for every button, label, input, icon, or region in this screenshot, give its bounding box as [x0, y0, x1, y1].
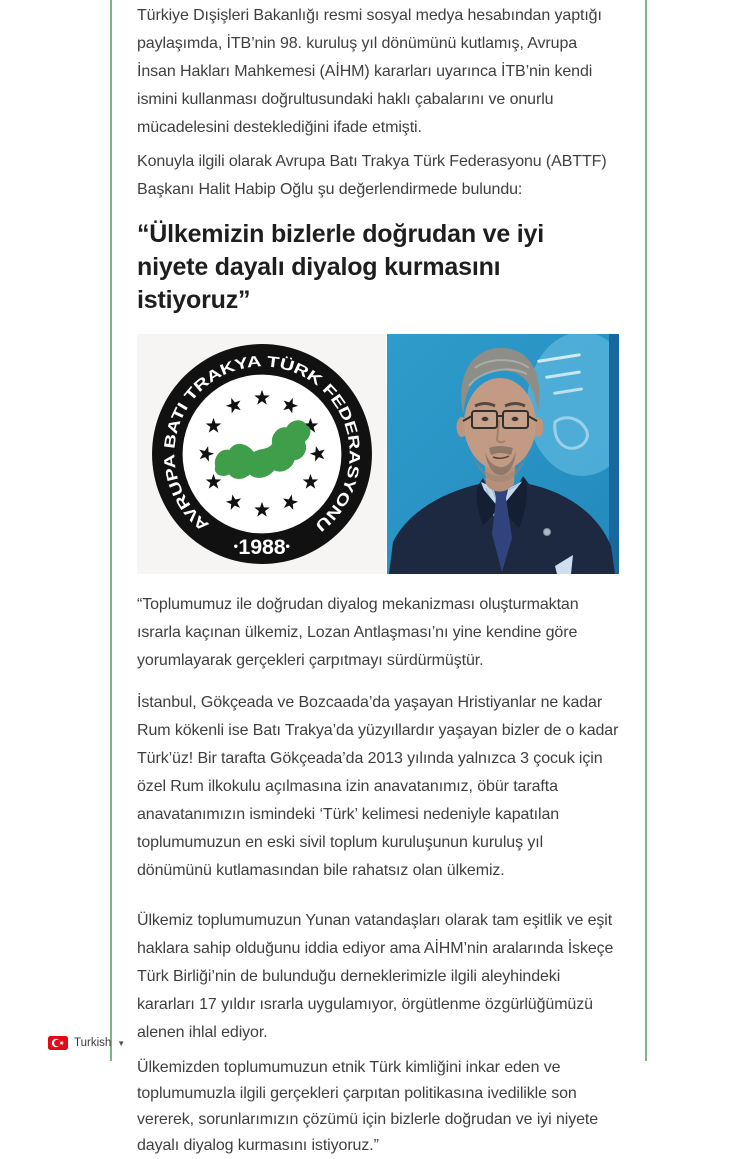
paragraph: İstanbul, Gökçeada ve Bozcaada’da yaşayan Hristiyanlar ne kadar Rum kökenli ise Batı Trakya’da yüzyıllardır yaşayan bizler de o kadar Türk’üz! Bir tarafta Gökçeada’da 2013 yılında yalnızca 3 çocuk için özel Rum ilkokulu açılmasına izin anavatanımız, öbür tarafta anavatanımızın ismindeki ‘Türk’ kelimesi nedeniyle kapatılan toplumumuzun en eski sivil toplum kuruluşunun kuruluş yıl dönümünü kutlamasından bile rahatsız olan ülkemiz. — [137, 694, 619, 879]
portrait-illustration — [387, 334, 619, 574]
portrait-photo — [387, 334, 619, 574]
column-rule-left — [110, 0, 112, 1061]
paragraph: Ülkemiz toplumumuzun Yunan vatandaşları olarak tam eşitlik ve eşit haklara sahip olduğunu iddia ediyor ama AİHM’nin aralarında İskeçe Türk Birliği’nin de bulunduğu derneklerimizle ilgili aleyhindeki kararları 17 yıldır ısrarla uygulamıyor, örgütlenme özgürlüğümüzü alenen ihlal ediyor. — [137, 912, 614, 1041]
pull-quote-heading: “Ülkemizin bizlerle doğrudan ve iyi niyete dayalı diyalog kurmasını istiyoruz” — [137, 220, 544, 314]
turkish-flag-icon — [48, 1036, 68, 1050]
abttf-logo-image — [137, 334, 386, 574]
media-row — [137, 334, 620, 574]
paragraph: Türkiye Dışişleri Bakanlığı resmi sosyal medya hesabından yaptığı paylaşımda, İTB’nin 98. kuruluş yıl dönümünü kutlamış, Avrupa İnsan Hakları Mahkemesi (AİHM) kararları uyarınca İTB’nin kendi ismini kullanması doğrultusundaki haklı çabalarını ve onurlu mücadelesini desteklediğini ifade etmişti. — [137, 7, 602, 136]
logo-year-text: 1988 — [237, 534, 286, 559]
language-label: Turkish — [74, 1037, 112, 1049]
abttf-emblem-icon — [150, 342, 374, 566]
chevron-down-icon: ▼ — [117, 1038, 126, 1048]
paragraph: “Toplumumuz ile doğrudan diyalog mekanizması oluşturmaktan ısrarla kaçınan ülkemiz, Lozan Antlaşması’nı yine kendine göre yorumlayarak gerçekleri çarpıtmayı sürdürmüştür. — [137, 596, 579, 669]
article-body — [137, 0, 620, 1159]
logo-dot-left: • — [232, 538, 238, 554]
column-rule-right — [645, 0, 647, 1061]
logo-ring-text: AVRUPA BATI TRAKYA TÜRK FEDERASYONU — [160, 353, 363, 535]
logo-dot-right: • — [284, 538, 290, 554]
paragraph: Ülkemizden toplumumuzun etnik Türk kimliğini inkar eden ve toplumumuzla ilgili gerçekleri çarpıtan politikasına ivedilikle son vererek, sorunlarımızın çözümü için bizlerle doğrudan ve iyi niyete dayalı diyalog kurmasını istiyoruz.” — [137, 1059, 599, 1154]
paragraph: Konuyla ilgili olarak Avrupa Batı Trakya Türk Federasyonu (ABTTF) Başkanı Halit Habip Oğlu şu değerlendirmede bulundu: — [137, 153, 607, 198]
lapel-pin — [544, 529, 551, 536]
language-selector[interactable] — [48, 1036, 125, 1050]
